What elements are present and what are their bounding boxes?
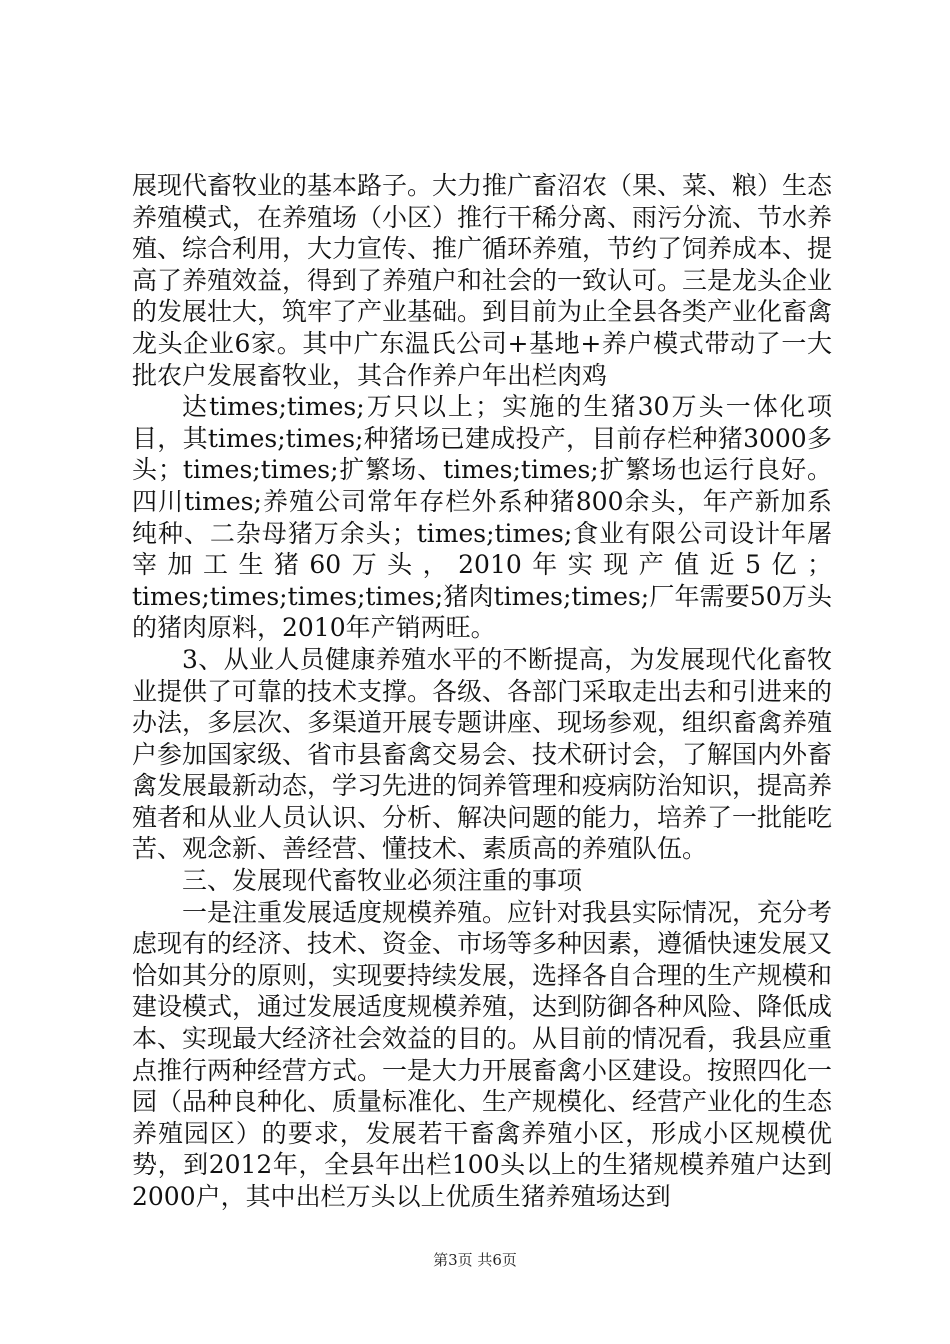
document-body	[132, 170, 832, 1213]
paragraph-5: 一是注重发展适度规模养殖。应针对我县实际情况，充分考虑现有的经济、技术、资金、市场等多种因素，遵循快速发展又恰如其分的原则，实现要持续发展，选择各自合理的生产规模和建设模式，通过发展适度规模养殖，达到防御各种风险、降低成本、实现最大经济社会效益的目的。从目前的情况看，我县应重点推行两种经营方式。一是大力开展畜禽小区建设。按照四化一园（品种良种化、质量标准化、生产规模化、经营产业化的生态养殖园区）的要求，发展若干畜禽养殖小区，形成小区规模优势，到2012年，全县年出栏100头以上的生猪规模养殖户达到2000户，其中出栏万头以上优质生猪养殖场达到	[132, 897, 833, 1211]
paragraph-3: 3、从业人员健康养殖水平的不断提高，为发展现代化畜牧业提供了可靠的技术支撑。各级、各部门采取走出去和引进来的办法，多层次、多渠道开展专题讲座、现场参观，组织畜禽养殖户参加国家级、省市县畜禽交易会、技术研讨会，了解国内外畜禽发展最新动态，学习先进的饲养管理和疫病防治知识，提高养殖者和从业人员认识、分析、解决问题的能力，培养了一批能吃苦、观念新、善经营、懂技术、素质高的养殖队伍。	[132, 644, 833, 864]
section-heading: 三、发展现代畜牧业必须注重的事项	[182, 866, 583, 896]
paragraph-2: 达times;times;万只以上；实施的生猪30万头一体化项目，其times;times;种猪场已建成投产，目前存栏种猪3000多头；times;times;扩繁场、times;times;扩繁场也运行良好。四川times;养殖公司常年存栏外系种猪800余头，年产新加系纯种、二杂母猪万余头；times;times;食业有限公司设计年屠宰加工生猪60万头，2010年实现产值近5亿；times;times;times;times;猪肉times;times;厂年需要50万头的猪肉原料，2010年产销两旺。	[132, 392, 832, 643]
page-footer: 第3页 共6页	[433, 1251, 517, 1269]
paragraph-1: 展现代畜牧业的基本路子。大力推广畜沼农（果、菜、粮）生态养殖模式，在养殖场（小区）推行干稀分离、雨污分流、节水养殖、综合利用，大力宣传、推广循环养殖，节约了饲养成本、提高了养殖效益，得到了养殖户和社会的一致认可。三是龙头企业的发展壮大，筑牢了产业基础。到目前为止全县各类产业化畜禽龙头企业6家。其中广东温氏公司+基地+养户模式带动了一大批农户发展畜牧业，其合作养户年出栏肉鸡	[132, 171, 833, 390]
